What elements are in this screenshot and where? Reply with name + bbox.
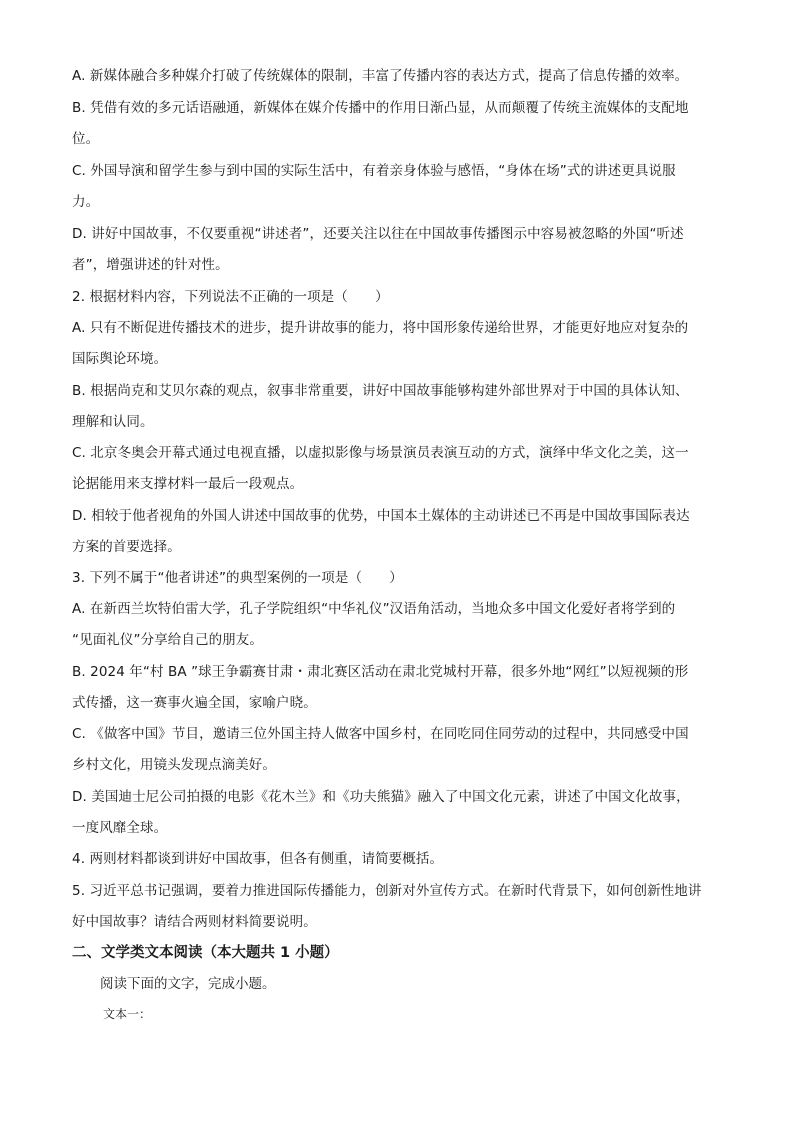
q3-option-d: D. 美国迪士尼公司拍摄的电影《花木兰》和《功夫熊猫》融入了中国文化元素，讲述了中国文化故事， [72, 789, 690, 805]
option-a-line: A. 新媒体融合多种媒介打破了传统媒体的限制，丰富了传播内容的表达方式，提高了信息传播的效率。 [72, 68, 689, 84]
q2-option-b: B. 根据尚克和艾贝尔森的观点，叙事非常重要，讲好中国故事能够构建外部世界对于中国的具体认知、 [72, 383, 689, 399]
q3-option-b-continued: 式传播，这一赛事火遍全国，家喻户晓。 [72, 695, 317, 711]
q3-option-c-continued: 乡村文化，用镜头发现点滴美好。 [72, 757, 276, 773]
q2-option-b-continued: 理解和认同。 [72, 414, 154, 430]
option-b-line: B. 凭借有效的多元话语融通，新媒体在媒介传播中的作用日渐凸显，从而颠覆了传统主流媒体的支配地 [72, 100, 689, 116]
q2-option-a-continued: 国际舆论环境。 [72, 351, 168, 367]
question-5: 5. 习近平总书记强调，要着力推进国际传播能力，创新对外宣传方式。在新时代背景下，如何创新性地讲 [72, 883, 702, 899]
option-c-line: C. 外国导演和留学生参与到中国的实际生活中，有着亲身体验与感悟，“身体在场”式的讲述更具说服 [72, 163, 676, 179]
question-3: 3. 下列不属于“他者讲述”的典型案例的一项是（ ） [72, 570, 403, 586]
reading-instruction: 阅读下面的文字，完成小题。 [100, 976, 276, 992]
q3-option-a: A. 在新西兰坎特伯雷大学，孔子学院组织“中华礼仪”汉语角活动，当地众多中国文化爱好者将学到的 [72, 601, 676, 617]
option-d-continued: 者”，增强讲述的针对性。 [72, 257, 229, 273]
question-2: 2. 根据材料内容，下列说法不正确的一项是（ ） [72, 289, 389, 305]
option-c-continued: 力。 [72, 194, 100, 210]
q2-option-a: A. 只有不断促进传播技术的进步，提升讲故事的能力，将中国形象传递给世界，才能更好地应对复杂的 [72, 320, 689, 336]
q3-option-a-continued: “见面礼仪”分享给自己的朋友。 [72, 632, 263, 648]
q2-option-d-continued: 方案的首要选择。 [72, 539, 181, 555]
text-one-label: 文本一： [103, 1007, 152, 1021]
option-b-continued: 位。 [72, 131, 100, 147]
q3-option-c: C. 《做客中国》节目，邀请三位外国主持人做客中国乡村，在同吃同住同劳动的过程中，共同感受中国 [72, 726, 689, 742]
section-heading: 二、文学类文本阅读（本大题共 1 小题） [72, 945, 339, 961]
q2-option-c: C. 北京冬奥会开幕式通过电视直播，以虚拟影像与场景演员表演互动的方式，演绎中华文化之美，这一 [72, 445, 689, 461]
q3-option-d-continued: 一度风靡全球。 [72, 820, 168, 836]
option-d-line: D. 讲好中国故事，不仅要重视“讲述者”，还要关注以往在中国故事传播图示中容易被忽略的外国“听述 [72, 226, 684, 242]
question-4: 4. 两则材料都谈到讲好中国故事，但各有侧重，请简要概括。 [72, 851, 444, 867]
question-5-continued: 好中国故事？请结合两则材料简要说明。 [72, 914, 317, 930]
q3-option-b: B. 2024 年“村 BA ”球王争霸赛甘肃・肃北赛区活动在肃北党城村开幕，很多外地“网红”以短视频的形 [72, 664, 689, 680]
q2-option-c-continued: 论据能用来支撑材料一最后一段观点。 [72, 476, 304, 492]
q2-option-d: D. 相较于他者视角的外国人讲述中国故事的优势，中国本土媒体的主动讲述已不再是中国故事国际表达 [72, 508, 690, 524]
